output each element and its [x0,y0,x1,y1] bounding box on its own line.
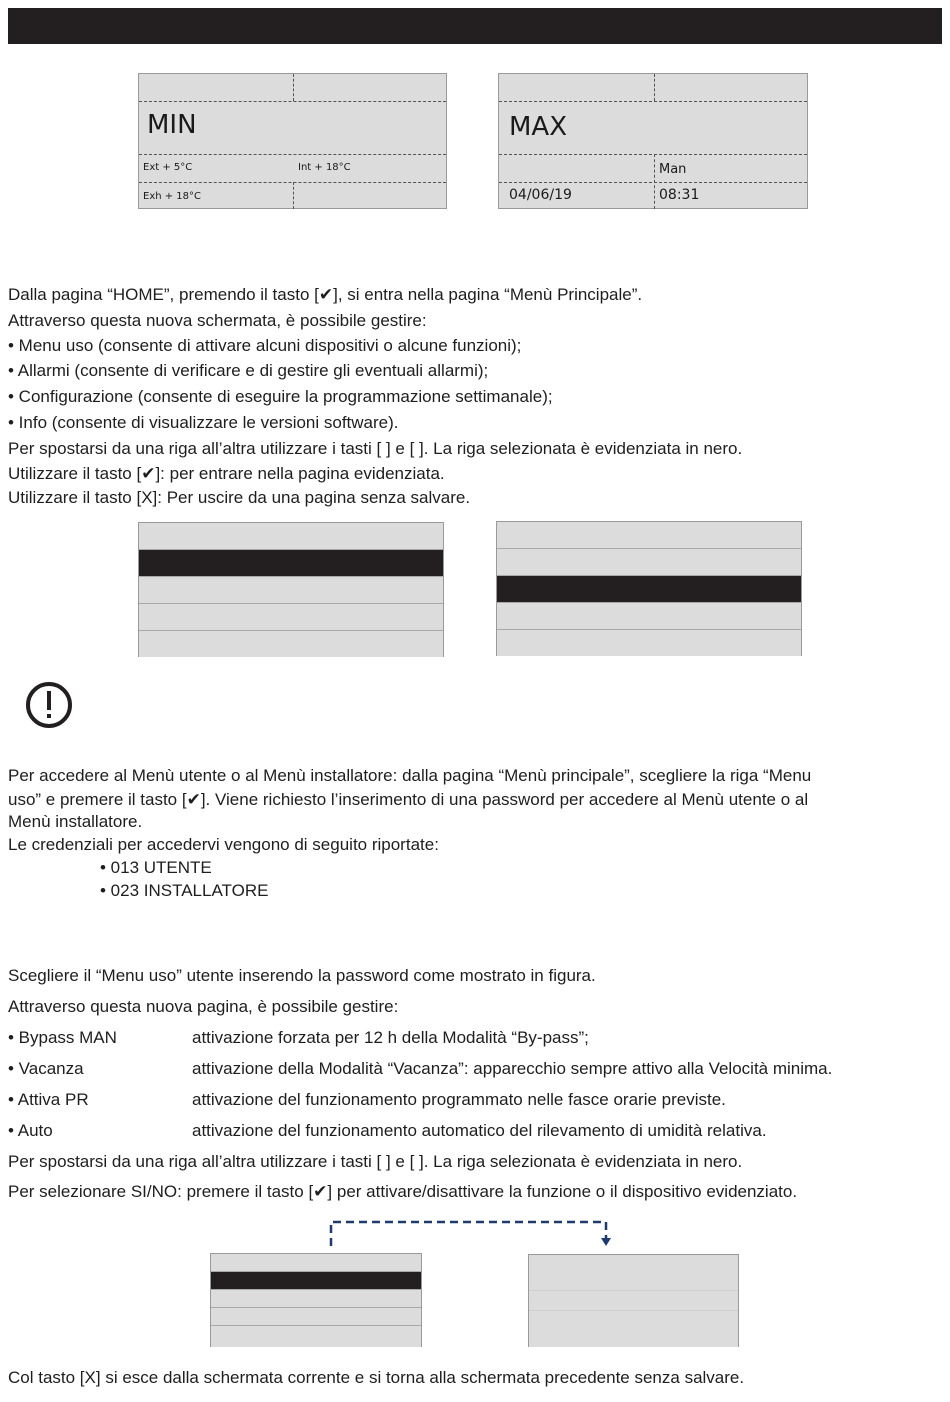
main-menu-screen-1 [138,522,444,657]
menu-row [497,603,801,630]
paragraph-line: uso” e premere il tasto [✔]. Viene richiesto l’inserimento di una password per accedere al Menù utente o al [8,790,809,809]
item-name: • Bypass MAN [8,1028,117,1047]
bullet-item: • Info (consente di visualizzare le versioni software). [8,413,399,432]
date-label: 04/06/19 [509,187,572,203]
paragraph-line: Per accedere al Menù utente o al Menù installatore: dalla pagina “Menù principale”, scegliere la riga “Menu [8,766,812,785]
menu-row [211,1326,421,1347]
paragraph-line: Per selezionare SI/NO: premere il tasto [✔] per attivare/disattivare la funzione o il dispositivo evidenziato. [8,1182,798,1201]
menu-row [529,1255,738,1291]
use-menu-screen [210,1253,422,1347]
paragraph-line: Per spostarsi da una riga all’altra utilizzare i tasti [ ] e [ ]. La riga selezionata è evidenziata in nero. [8,439,743,458]
paragraph-line: Utilizzare il tasto [✔]: per entrare nella pagina evidenziata. [8,464,445,483]
menu-row [211,1254,421,1272]
menu-row-selected [211,1272,421,1290]
exh-temp: Exh + 18°C [143,191,202,202]
paragraph-line: Attraverso questa nuova pagina, è possibile gestire: [8,997,399,1016]
menu-row [139,604,443,631]
paragraph-line: Le credenziali per accedervi vengono di seguito riportate: [8,835,439,854]
menu-row [497,549,801,576]
paragraph-line: Col tasto [X] si esce dalla schermata corrente e si torna alla schermata precedente senza salvare. [8,1368,745,1387]
home-screen-max [498,73,808,209]
item-name: • Vacanza [8,1059,84,1078]
paragraph-line: Dalla pagina “HOME”, premendo il tasto [✔], si entra nella pagina “Menù Principale”. [8,285,643,304]
menu-row [497,630,801,656]
mode-label: MAX [509,112,568,142]
menu-row [139,631,443,657]
menu-row [529,1291,738,1311]
credential-installer: • 023 INSTALLATORE [100,881,269,900]
menu-row-selected [497,576,801,603]
menu-row [211,1308,421,1326]
menu-row-selected [139,550,443,577]
credential-user: • 013 UTENTE [100,858,212,877]
paragraph-line: Utilizzare il tasto [X]: Per uscire da una pagina senza salvare. [8,488,471,507]
menu-row [529,1311,738,1347]
bullet-item: • Configurazione (consente di eseguire la programmazione settimanale); [8,387,553,406]
paragraph-line: Scegliere il “Menu uso” utente inserendo la password come mostrato in figura. [8,966,596,985]
paragraph-line: Attraverso questa nuova schermata, è possibile gestire: [8,311,427,330]
bullet-item: • Allarmi (consente di verificare e di gestire gli eventuali allarmi); [8,361,489,380]
use-menu-detail-screen [528,1254,739,1347]
bullet-item: • Menu uso (consente di attivare alcuni dispositivi o alcune funzioni); [8,336,522,355]
warning-icon [24,680,70,726]
header-bar [8,8,942,44]
menu-row [211,1290,421,1308]
man-label: Man [659,162,687,177]
ext-temp: Ext + 5°C [143,162,193,173]
menu-row [139,523,443,550]
item-desc: attivazione del funzionamento automatico del rilevamento di umidità relativa. [192,1121,767,1140]
mode-label: MIN [147,110,197,140]
menu-row [497,522,801,549]
time-label: 08:31 [659,187,700,203]
item-name: • Attiva PR [8,1090,89,1109]
main-menu-screen-2 [496,521,802,656]
home-screen-min [138,73,447,209]
menu-row [139,577,443,604]
paragraph-line: Menù installatore. [8,812,143,831]
item-desc: attivazione del funzionamento programmato nelle fasce orarie previste. [192,1090,726,1109]
transition-arrow-icon [320,1214,620,1254]
item-desc: attivazione forzata per 12 h della Modalità “By-pass”; [192,1028,589,1047]
item-name: • Auto [8,1121,53,1140]
int-temp: Int + 18°C [298,162,351,173]
paragraph-line: Per spostarsi da una riga all’altra utilizzare i tasti [ ] e [ ]. La riga selezionata è evidenziata in nero. [8,1152,743,1171]
item-desc: attivazione della Modalità “Vacanza”: apparecchio sempre attivo alla Velocità minima. [192,1059,833,1078]
